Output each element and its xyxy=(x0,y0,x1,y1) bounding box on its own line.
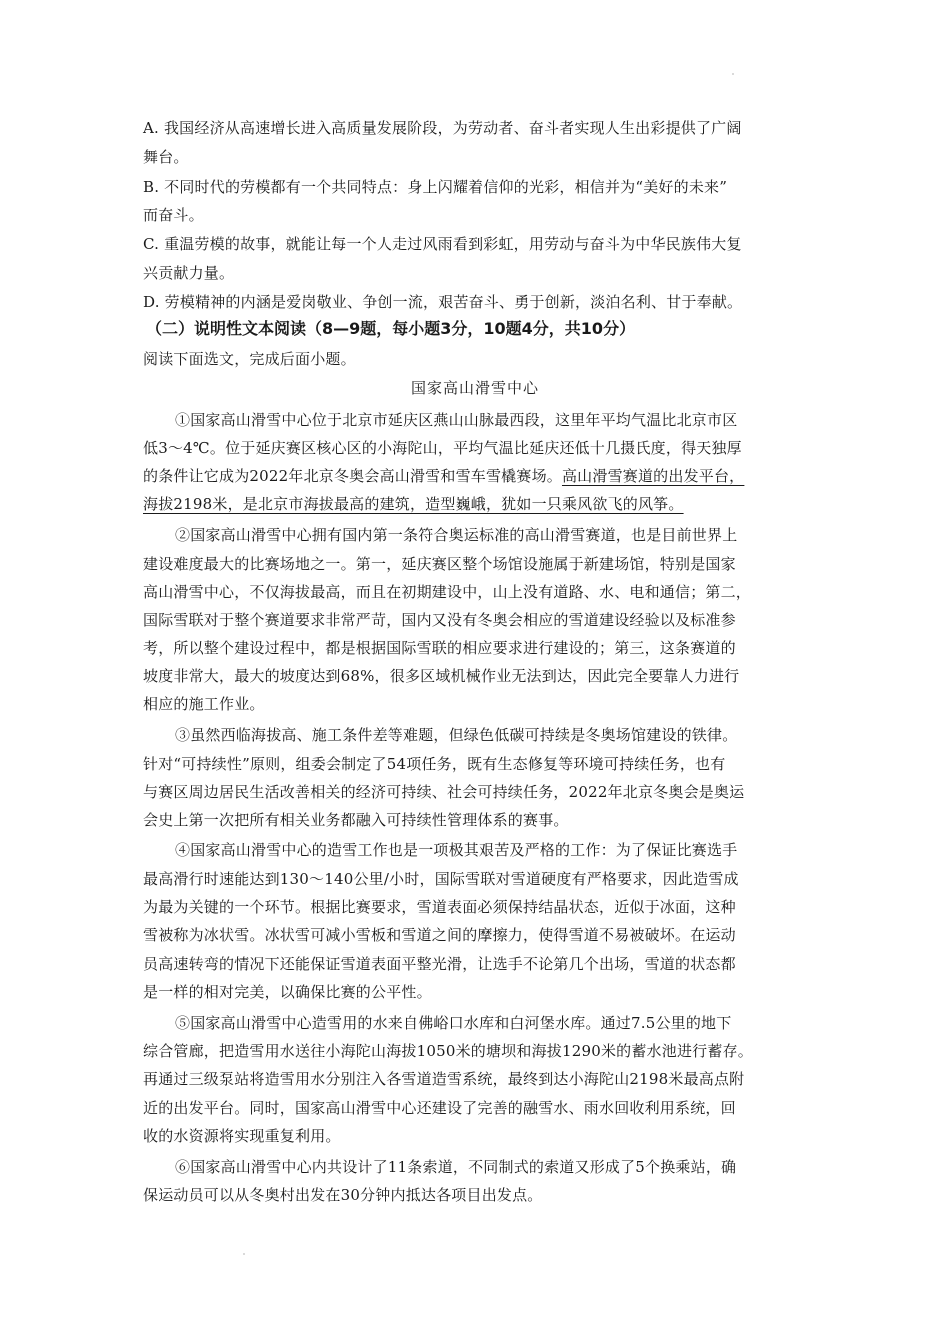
paragraph-4-line: 为最为关键的一个环节。根据比赛要求，雪道表面必须保持结晶状态，近似于冰面，这种 xyxy=(143,898,736,916)
paragraph-2-line: 国际雪联对于整个赛道要求非常严苛，国内又没有冬奥会相应的雪道建设经验以及标准参 xyxy=(143,611,736,629)
paragraph-4-line: 员高速转弯的情况下还能保证雪道表面平整光滑，让选手不论第几个出场，雪道的状态都 xyxy=(143,955,736,973)
paragraph-6-line: 保运动员可以从冬奥村出发在30分钟内抵达各项目出发点。 xyxy=(143,1186,543,1204)
paragraph-2-line: 相应的施工作业。 xyxy=(143,695,265,713)
paragraph-4-line: ④国家高山滑雪中心的造雪工作也是一项极其艰苦及严格的工作：为了保证比赛选手 xyxy=(175,841,738,859)
paragraph-5-line: ⑤国家高山滑雪中心造雪用的水来自佛峪口水库和白河堡水库。通过7.5公里的地下 xyxy=(175,1014,732,1032)
option-a-line2: 舞台。 xyxy=(143,148,189,166)
paragraph-1-line: ①国家高山滑雪中心位于北京市延庆区燕山山脉最西段，这里年平均气温比北京市区 xyxy=(175,411,738,429)
paragraph-2-line: 高山滑雪中心，不仅海拔最高，而且在初期建设中，山上没有道路、水、电和通信；第二， xyxy=(143,583,752,601)
option-b-line1: B. 不同时代的劳模都有一个共同特点：身上闪耀着信仰的光彩，相信并为“美好的未来” xyxy=(143,178,728,196)
section-instruction: 阅读下面选文，完成后面小题。 xyxy=(143,350,356,368)
section-heading: （二）说明性文本阅读（8—9题，每小题3分，10题4分，共10分） xyxy=(146,319,636,338)
underlined-sentence-part-b: 海拔2198米，是北京市海拔最高的建筑，造型巍峨，犹如一只乘风欲飞的风筝。 xyxy=(143,495,684,513)
paragraph-4-line: 最高滑行时速能达到130～140公里/小时，国际雪联对雪道硬度有严格要求，因此造雪成 xyxy=(143,870,739,888)
paragraph-1-line xyxy=(143,465,744,487)
paragraph-2-line: 坡度非常大，最大的坡度达到68%，很多区域机械作业无法到达，因此完全要靠人力进行 xyxy=(143,667,740,685)
paragraph-5-line: 收的水资源将实现重复利用。 xyxy=(143,1127,341,1145)
article-title: 国家高山滑雪中心 xyxy=(410,379,539,397)
paragraph-5-line: 近的出发平台。同时，国家高山滑雪中心还建设了完善的融雪水、雨水回收利用系统，回 xyxy=(143,1099,736,1117)
paragraph-5-line: 综合管廊，把造雪用水送往小海陀山海拔1050米的塘坝和海拔1290米的蓄水池进行蓄存。 xyxy=(143,1042,753,1060)
option-c-line2: 兴贡献力量。 xyxy=(143,264,235,282)
paragraph-2-line: 考，所以整个建设过程中，都是根据国际雪联的相应要求进行建设的；第三，这条赛道的 xyxy=(143,639,736,657)
paragraph-2-line: ②国家高山滑雪中心拥有国内第一条符合奥运标准的高山滑雪赛道，也是目前世界上 xyxy=(175,526,738,544)
paragraph-1-line: 低3～4℃。位于延庆赛区核心区的小海陀山，平均气温比延庆还低十几摄氏度，得天独厚 xyxy=(143,439,742,457)
paragraph-3-line: ③虽然西临海拔高、施工条件差等难题，但绿色低碳可持续是冬奥场馆建设的铁律。 xyxy=(175,726,738,744)
paragraph-3-line: 会史上第一次把所有相关业务都融入可持续性管理体系的赛事。 xyxy=(143,811,569,829)
paragraph-2-line: 建设难度最大的比赛场地之一。第一，延庆赛区整个场馆设施属于新建场馆，特别是国家 xyxy=(143,555,736,573)
paragraph-3-line: 针对“可持续性”原则，组委会制定了54项任务，既有生态修复等环境可持续任务，也有 xyxy=(143,755,726,773)
paragraph-5-line: 再通过三级泵站将造雪用水分别注入各雪道造雪系统，最终到达小海陀山2198米最高点附 xyxy=(143,1070,745,1088)
paragraph-6-line: ⑥国家高山滑雪中心内共设计了11条索道，不同制式的索道又形成了5个换乘站，确 xyxy=(175,1158,737,1176)
option-a-line1: A. 我国经济从高速增长进入高质量发展阶段，为劳动者、奋斗者实现人生出彩提供了广阔 xyxy=(143,119,742,137)
paragraph-4-line: 是一样的相对完美，以确保比赛的公平性。 xyxy=(143,983,432,1001)
paragraph-1-text: 的条件让它成为2022年北京冬奥会高山滑雪和雪车雪橇赛场。 xyxy=(143,467,562,485)
option-b-line2: 而奋斗。 xyxy=(143,206,204,224)
scan-speck xyxy=(243,1253,245,1255)
option-c-line1: C. 重温劳模的故事，就能让每一个人走过风雨看到彩虹，用劳动与奋斗为中华民族伟大复 xyxy=(143,235,742,253)
underlined-sentence-part-a: 高山滑雪赛道的出发平台， xyxy=(561,467,745,485)
scan-speck xyxy=(732,73,734,75)
paragraph-3-line: 与赛区周边居民生活改善相关的经济可持续、社会可持续任务，2022年北京冬奥会是奥运 xyxy=(143,783,745,801)
option-d-line1: D. 劳模精神的内涵是爱岗敬业、争创一流，艰苦奋斗、勇于创新，淡泊名利、甘于奉献。 xyxy=(143,293,743,311)
paragraph-4-line: 雪被称为冰状雪。冰状雪可减小雪板和雪道之间的摩擦力，使得雪道不易被破坏。在运动 xyxy=(143,926,736,944)
